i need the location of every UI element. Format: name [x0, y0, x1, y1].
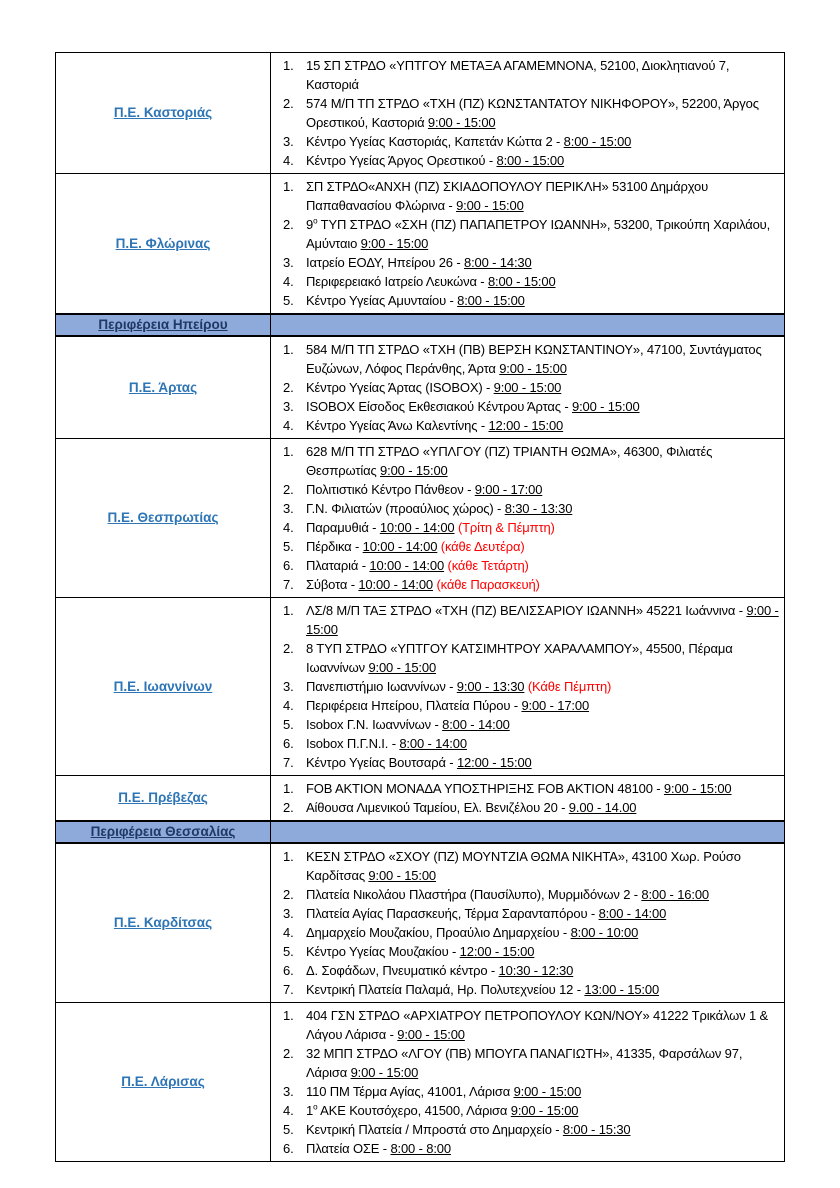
region-row [56, 1003, 785, 1162]
location-item-text: 15 ΣΠ ΣΤΡΔΟ «ΥΠΤΓΟΥ ΜΕΤΑΞΑ ΑΓΑΜΕΜΝΟΝΑ, 52100, Διοκλητιανού 7, Καστοριά [306, 58, 730, 92]
location-item [283, 215, 780, 253]
location-item [283, 151, 780, 170]
location-item [283, 942, 780, 961]
location-item-number: 3. [283, 906, 294, 921]
location-item [283, 416, 780, 435]
location-item-text: 628 Μ/Π ΤΠ ΣΤΡΔΟ «ΥΠΛΓΟΥ (ΠΖ) ΤΡΙΑΝΤΗ ΘΩΜΑ», 46300, Φιλιατές Θεσπρωτίας 9:00 - 15:00 [306, 444, 713, 478]
location-item-text: Κέντρο Υγείας Βουτσαρά - 12:00 - 15:00 [306, 755, 532, 770]
region-link[interactable]: Π.Ε. Καρδίτσας [113, 915, 213, 930]
location-item-text: Κέντρο Υγείας Μουζακίου - 12:00 - 15:00 [306, 944, 535, 959]
location-item-number: 6. [283, 736, 294, 751]
location-item-text: Κέντρο Υγείας Άργος Ορεστικού - 8:00 - 15:00 [306, 153, 565, 168]
location-item [283, 132, 780, 151]
locations-cell [271, 776, 785, 822]
location-item-number: 2. [283, 96, 294, 111]
location-item [283, 537, 780, 556]
location-item [283, 56, 780, 94]
location-item-text: Πλατεία ΟΣΕ - 8:00 - 8:00 [306, 1141, 451, 1156]
location-item-number: 1. [283, 849, 294, 864]
location-item [283, 1101, 780, 1120]
location-item-number: 4. [283, 1103, 294, 1118]
location-item-number: 3. [283, 1084, 294, 1099]
location-item-number: 1. [283, 1008, 294, 1023]
location-item-number: 2. [283, 800, 294, 815]
location-item-number: 6. [283, 558, 294, 573]
location-item-number: 4. [283, 925, 294, 940]
location-item [283, 575, 780, 594]
location-item [283, 847, 780, 885]
region-link[interactable]: Π.Ε. Πρέβεζας [118, 790, 208, 805]
location-item-text: Δ. Σοφάδων, Πνευματικό κέντρο - 10:30 - 12:30 [306, 963, 574, 978]
location-item-text: Κέντρο Υγείας Αμυνταίου - 8:00 - 15:00 [306, 293, 525, 308]
location-item [283, 1139, 780, 1158]
location-item-text: Αίθουσα Λιμενικού Ταμείου, Ελ. Βενιζέλου 20 - 9.00 - 14.00 [306, 800, 637, 815]
location-item [283, 715, 780, 734]
location-item-number: 1. [283, 58, 294, 73]
location-item [283, 779, 780, 798]
location-item-text: Κέντρο Υγείας Άρτας (ISOBOX) - 9:00 - 15:00 [306, 380, 562, 395]
region-band-label: Περιφέρεια Θεσσαλίας [90, 824, 236, 839]
region-name-cell [56, 776, 271, 822]
location-item-number: 4. [283, 153, 294, 168]
location-item [283, 734, 780, 753]
region-name-cell [56, 174, 271, 315]
location-item-number: 3. [283, 399, 294, 414]
location-item-text: Πλατεία Νικολάου Πλαστήρα (Παυσίλυπο), Μυρμιδόνων 2 - 8:00 - 16:00 [306, 887, 709, 902]
region-link[interactable]: Π.Ε. Ιωαννίνων [113, 678, 213, 694]
locations-cell [271, 1003, 785, 1162]
location-item-number: 3. [283, 679, 294, 694]
location-list [283, 779, 780, 817]
location-item [283, 177, 780, 215]
location-item-number: 4. [283, 274, 294, 289]
location-item-text: 574 Μ/Π ΤΠ ΣΤΡΔΟ «ΤΧΗ (ΠΖ) ΚΩΝΣΤΑΝΤΑΤΟΥ ΝΙΚΗΦΟΡΟΥ», 52200, Άργος Ορεστικού, Καστοριά 9:00 - 15:00 [306, 96, 759, 130]
region-link[interactable]: Π.Ε. Άρτας [128, 379, 198, 395]
location-item [283, 1120, 780, 1139]
location-item-text: 404 ΓΣΝ ΣΤΡΔΟ «ΑΡΧΙΑΤΡΟΥ ΠΕΤΡΟΠΟΥΛΟΥ ΚΩΝ/ΝΟΥ» 41222 Τρικάλων 1 & Λάγου Λάρισα - 9:00 - 15:00 [306, 1008, 769, 1042]
location-item-text: Πλαταριά - 10:00 - 14:00 (κάθε Τετάρτη) [306, 558, 529, 573]
location-item-number: 7. [283, 577, 294, 592]
location-item-number: 7. [283, 755, 294, 770]
location-item-number: 1. [283, 781, 294, 796]
location-item [283, 397, 780, 416]
region-band-row [56, 821, 785, 843]
schedule-table [55, 52, 785, 1162]
location-item-text: Παραμυθιά - 10:00 - 14:00 (Τρίτη & Πέμπτη) [306, 520, 555, 535]
region-name-cell [56, 843, 271, 1003]
location-item-text: Ιατρείο ΕΟΔΥ, Ηπείρου 26 - 8:00 - 14:30 [306, 255, 532, 270]
location-item [283, 378, 780, 397]
location-item-text: Πανεπιστήμιο Ιωαννίνων - 9:00 - 13:30 (Κάθε Πέμπτη) [306, 679, 612, 694]
location-item-text: Πέρδικα - 10:00 - 14:00 (κάθε Δευτέρα) [306, 539, 525, 554]
locations-cell [271, 598, 785, 776]
location-item-text: Γ.Ν. Φιλιατών (προαύλιος χώρος) - 8:30 - 13:30 [306, 501, 573, 516]
location-list [283, 1006, 780, 1158]
location-item [283, 696, 780, 715]
region-link[interactable]: Π.Ε. Φλώρινας [115, 235, 211, 251]
location-item-number: 1. [283, 179, 294, 194]
location-item-number: 7. [283, 982, 294, 997]
location-item-number: 3. [283, 501, 294, 516]
location-item [283, 499, 780, 518]
location-item [283, 923, 780, 942]
location-item-text: 584 Μ/Π ΤΠ ΣΤΡΔΟ «ΤΧΗ (ΠΒ) ΒΕΡΣΗ ΚΩΝΣΤΑΝΤΙΝΟΥ», 47100, Συντάγματος Ευζώνων, Λόφος Περάνθης, Άρτα 9:00 - 15:00 [306, 342, 762, 376]
location-item [283, 904, 780, 923]
location-item-text: Κεντρική Πλατεία Παλαμά, Ηρ. Πολυτεχνείου 12 - 13:00 - 15:00 [306, 982, 660, 997]
locations-cell [271, 843, 785, 1003]
location-item [283, 1006, 780, 1044]
location-item [283, 639, 780, 677]
schedule-table-body [56, 53, 785, 1162]
location-item-text: ISOBOX Είσοδος Εκθεσιακού Κέντρου Άρτας - 9:00 - 15:00 [306, 399, 640, 414]
locations-cell [271, 53, 785, 174]
location-item-number: 2. [283, 1046, 294, 1061]
region-band-spacer [271, 314, 785, 336]
region-name-cell [56, 598, 271, 776]
location-item-number: 4. [283, 418, 294, 433]
locations-cell [271, 336, 785, 439]
location-item-number: 5. [283, 717, 294, 732]
location-item-number: 6. [283, 1141, 294, 1156]
location-list [283, 340, 780, 435]
location-item-text: Περιφερειακό Ιατρείο Λευκώνα - 8:00 - 15:00 [306, 274, 556, 289]
location-item [283, 272, 780, 291]
location-item [283, 1082, 780, 1101]
location-item-text: Κέντρο Υγείας Άνω Καλεντίνης - 12:00 - 15:00 [306, 418, 564, 433]
region-link[interactable]: Π.Ε. Λάρισας [121, 1074, 205, 1089]
location-list [283, 442, 780, 594]
location-item-number: 1. [283, 444, 294, 459]
region-name-cell [56, 53, 271, 174]
location-item-text: ΛΣ/8 Μ/Π ΤΑΞ ΣΤΡΔΟ «ΤΧΗ (ΠΖ) ΒΕΛΙΣΣΑΡΙΟΥ ΙΩΑΝΝΗ» 45221 Ιωάννινα - 9:00 - 15:00 [306, 603, 779, 637]
location-item-number: 3. [283, 255, 294, 270]
location-item [283, 480, 780, 499]
location-item [283, 961, 780, 980]
location-item-number: 5. [283, 293, 294, 308]
location-item [283, 253, 780, 272]
region-row [56, 776, 785, 822]
region-band-label: Περιφέρεια Ηπείρου [98, 317, 228, 332]
region-link[interactable]: Π.Ε. Καστοριάς [113, 105, 213, 120]
region-band-spacer [271, 821, 785, 843]
location-item [283, 340, 780, 378]
region-name-cell [56, 336, 271, 439]
location-item-text: Κεντρική Πλατεία / Μπροστά στο Δημαρχείο - 8:00 - 15:30 [306, 1122, 631, 1137]
region-row [56, 336, 785, 439]
location-item [283, 601, 780, 639]
location-item-text: FOB AKTION ΜΟΝΑΔΑ ΥΠΟΣΤΗΡΙΞΗΣ FOB AKTION 48100 - 9:00 - 15:00 [306, 781, 732, 796]
location-item-number: 6. [283, 963, 294, 978]
region-name-cell [56, 1003, 271, 1162]
location-item [283, 677, 780, 696]
region-row [56, 53, 785, 174]
location-item-text: $9^o$ ΤΥΠ ΣΤΡΔΟ «ΣΧΗ (ΠΖ) ΠΑΠΑΠΕΤΡΟΥ ΙΩΑΝΝΗ», 53200, Τρικούπη Χαριλάου, Αμύνταιο 9:00 - 15:00 [306, 216, 771, 251]
location-item [283, 798, 780, 817]
location-item [283, 1044, 780, 1082]
location-item-number: 5. [283, 1122, 294, 1137]
region-row [56, 598, 785, 776]
region-band-row [56, 314, 785, 336]
location-item [283, 556, 780, 575]
location-item-text: Isobox Π.Γ.Ν.Ι. - 8:00 - 14:00 [306, 736, 467, 751]
location-list [283, 601, 780, 772]
location-item-text: Πολιτιστικό Κέντρο Πάνθεον - 9:00 - 17:00 [306, 482, 543, 497]
location-item-text: Κέντρο Υγείας Καστοριάς, Καπετάν Κώττα 2 - 8:00 - 15:00 [306, 134, 632, 149]
location-item [283, 442, 780, 480]
location-item-number: 5. [283, 944, 294, 959]
location-item [283, 94, 780, 132]
region-row [56, 439, 785, 598]
location-item-number: 1. [283, 603, 294, 618]
region-row [56, 843, 785, 1003]
location-item-number: 2. [283, 482, 294, 497]
location-item-number: 2. [283, 380, 294, 395]
locations-cell [271, 439, 785, 598]
region-band-cell [56, 821, 271, 843]
location-list [283, 56, 780, 170]
location-item-number: 2. [283, 641, 294, 656]
region-band-cell [56, 314, 271, 336]
location-item-number: 4. [283, 520, 294, 535]
location-item-number: 1. [283, 342, 294, 357]
location-item-number: 2. [283, 217, 294, 232]
location-item-text: ΣΠ ΣΤΡΔΟ«ΑΝΧΗ (ΠΖ) ΣΚΙΑΔΟΠΟΥΛΟΥ ΠΕΡΙΚΛΗ» 53100 Δημάρχου Παπαθανασίου Φλώρινα - 9:00 - 15:00 [306, 179, 709, 213]
location-item [283, 753, 780, 772]
location-item-number: 2. [283, 887, 294, 902]
location-item-number: 5. [283, 539, 294, 554]
location-item [283, 291, 780, 310]
location-item-text: Περιφέρεια Ηπείρου, Πλατεία Πύρου - 9:00 - 17:00 [306, 698, 590, 713]
locations-cell [271, 174, 785, 315]
location-item-text: 32 ΜΠΠ ΣΤΡΔΟ «ΛΓΟΥ (ΠΒ) ΜΠΟΥΓΑ ΠΑΝΑΓΙΩΤΗ», 41335, Φαρσάλων 97, Λάρισα 9:00 - 15:00 [306, 1046, 743, 1080]
location-item [283, 885, 780, 904]
location-item-text: Σύβοτα - 10:00 - 14:00 (κάθε Παρασκευή) [306, 577, 540, 592]
region-link[interactable]: Π.Ε. Θεσπρωτίας [107, 510, 219, 525]
location-item-text: Δημαρχείο Μουζακίου, Προαύλιο Δημαρχείου - 8:00 - 10:00 [306, 925, 639, 940]
location-item-text: Πλατεία Αγίας Παρασκευής, Τέρμα Σαρανταπόρου - 8:00 - 14:00 [306, 906, 667, 921]
location-item-text: Isobox Γ.Ν. Ιωαννίνων - 8:00 - 14:00 [306, 717, 510, 732]
location-item [283, 518, 780, 537]
location-list [283, 177, 780, 310]
location-item-text: 8 ΤΥΠ ΣΤΡΔΟ «ΥΠΤΓΟΥ ΚΑΤΣΙΜΗΤΡΟΥ ΧΑΡΑΛΑΜΠΟΥ», 45500, Πέραμα Ιωαννίνων 9:00 - 15:00 [306, 641, 733, 675]
region-name-cell [56, 439, 271, 598]
location-item-text: ΚΕΣΝ ΣΤΡΔΟ «ΣΧΟΥ (ΠΖ) ΜΟΥΝΤΖΙΑ ΘΩΜΑ ΝΙΚΗΤΑ», 43100 Χωρ. Ρούσο Καρδίτσας 9:00 - 15:00 [306, 849, 741, 883]
location-list [283, 847, 780, 999]
location-item-number: 4. [283, 698, 294, 713]
location-item-number: 3. [283, 134, 294, 149]
location-item-text: 110 ΠΜ Τέρμα Αγίας, 41001, Λάρισα 9:00 - 15:00 [306, 1084, 582, 1099]
location-item-text: $1^o$ ΑΚΕ Κουτσόχερο, 41500, Λάρισα 9:00 - 15:00 [306, 1102, 579, 1118]
region-row [56, 174, 785, 315]
location-item [283, 980, 780, 999]
